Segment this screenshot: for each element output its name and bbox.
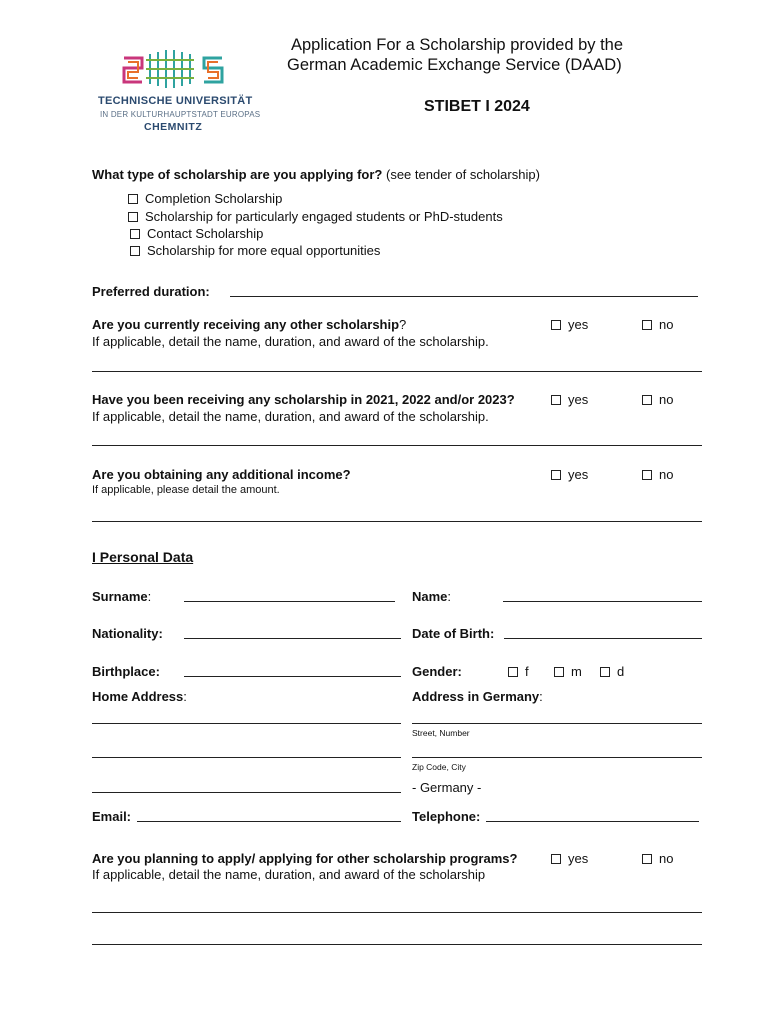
q-programs: Are you planning to apply/ applying for other scholarship programs? <box>92 851 518 866</box>
gender-d[interactable] <box>600 664 624 679</box>
option-engaged-label: Scholarship for particularly engaged students or PhD-students <box>145 209 503 224</box>
q-other-label: Are you currently receiving any other scholarship <box>92 317 400 332</box>
gender-f[interactable] <box>508 664 529 679</box>
checkbox-completion[interactable] <box>128 194 138 204</box>
q-past-yes-label: yes <box>568 392 589 407</box>
surname-field[interactable] <box>184 601 395 602</box>
q-income-answer-line[interactable] <box>92 521 702 522</box>
q-programs-no-label: no <box>659 851 674 866</box>
scholarship-type-question <box>92 167 540 182</box>
q-programs-no[interactable] <box>642 851 673 866</box>
q-other-no[interactable] <box>642 317 673 332</box>
q-other-yes-label: yes <box>568 317 589 332</box>
q-past-detail: If applicable, detail the name, duration, and award of the scholarship. <box>92 409 489 424</box>
checkbox-gender-m[interactable] <box>554 667 564 677</box>
checkbox-engaged[interactable] <box>128 212 138 222</box>
checkbox-other-yes[interactable] <box>551 320 561 330</box>
home-address-text: Home Address <box>92 689 184 704</box>
nationality-field[interactable] <box>184 638 401 639</box>
logo-text-city: CHEMNITZ <box>144 121 203 133</box>
dob-field[interactable] <box>504 638 702 639</box>
logo-text-tagline: IN DER KULTURHAUPTSTADT EUROPAS <box>100 110 261 119</box>
q-income-no-label: no <box>659 467 674 482</box>
gender-d-label: d <box>617 664 625 679</box>
surname-label <box>92 589 151 604</box>
logo-text-university: TECHNISCHE UNIVERSITÄT <box>98 95 253 107</box>
logo-mark-icon <box>120 44 230 92</box>
nationality-label: Nationality: <box>92 626 163 641</box>
checkbox-gender-f[interactable] <box>508 667 518 677</box>
home-address-line-2[interactable] <box>92 757 401 758</box>
checkbox-other-no[interactable] <box>642 320 652 330</box>
option-completion-label: Completion Scholarship <box>145 191 283 206</box>
q-other-yes[interactable] <box>551 317 588 332</box>
home-address-line-1[interactable] <box>92 723 401 724</box>
checkbox-past-yes[interactable] <box>551 395 561 405</box>
street-number-hint: Street, Number <box>412 728 470 738</box>
option-equal[interactable] <box>130 243 380 258</box>
surname-colon: : <box>147 589 152 604</box>
checkbox-past-no[interactable] <box>642 395 652 405</box>
option-equal-label: Scholarship for more equal opportunities <box>147 243 381 258</box>
q-programs-answer-line-1[interactable] <box>92 912 702 913</box>
zip-city-hint: Zip Code, City <box>412 762 466 772</box>
q-past-no-label: no <box>659 392 674 407</box>
home-address-colon: : <box>183 689 187 704</box>
option-completion[interactable] <box>128 191 282 206</box>
birthplace-field[interactable] <box>184 676 401 677</box>
gender-label: Gender: <box>412 664 462 679</box>
checkbox-contact[interactable] <box>130 229 140 239</box>
gender-m-label: m <box>571 664 582 679</box>
address-germany-label <box>412 689 543 704</box>
q-other-qmark: ? <box>399 317 407 332</box>
option-engaged[interactable] <box>128 209 503 224</box>
birthplace-label: Birthplace: <box>92 664 160 679</box>
q-other-detail: If applicable, detail the name, duration, and award of the scholarship. <box>92 334 489 349</box>
name-field[interactable] <box>503 601 702 602</box>
q-income: Are you obtaining any additional income? <box>92 467 351 482</box>
telephone-field[interactable] <box>486 821 699 822</box>
surname-label-text: Surname <box>92 589 148 604</box>
preferred-duration-label: Preferred duration: <box>92 284 210 299</box>
q-past-yes[interactable] <box>551 392 588 407</box>
scholarship-type-hint: (see tender of scholarship) <box>382 167 540 182</box>
home-address-label <box>92 689 187 704</box>
q-past-answer-line[interactable] <box>92 445 702 446</box>
q-income-detail: If applicable, please detail the amount. <box>92 484 280 496</box>
name-label-text: Name <box>412 589 448 604</box>
checkbox-programs-no[interactable] <box>642 854 652 864</box>
q-programs-yes[interactable] <box>551 851 588 866</box>
checkbox-income-no[interactable] <box>642 470 652 480</box>
q-income-no[interactable] <box>642 467 673 482</box>
name-colon: : <box>447 589 452 604</box>
title-line-1: Application For a Scholarship provided by the <box>291 36 624 54</box>
address-germany-text: Address in Germany <box>412 689 540 704</box>
gender-m[interactable] <box>554 664 582 679</box>
q-other-answer-line[interactable] <box>92 371 702 372</box>
checkbox-income-yes[interactable] <box>551 470 561 480</box>
email-label: Email: <box>92 809 132 824</box>
q-past-no[interactable] <box>642 392 673 407</box>
q-income-yes[interactable] <box>551 467 588 482</box>
preferred-duration-field[interactable] <box>230 296 698 297</box>
q-programs-detail: If applicable, detail the name, duration, and award of the scholarship <box>92 867 486 882</box>
q-other-scholarship <box>92 317 406 332</box>
option-contact[interactable] <box>130 226 263 241</box>
dob-label: Date of Birth: <box>412 626 495 641</box>
scholarship-type-label: What type of scholarship are you applying for? <box>92 167 383 182</box>
q-other-no-label: no <box>659 317 674 332</box>
germany-country: - Germany - <box>412 780 482 795</box>
q-income-yes-label: yes <box>568 467 589 482</box>
germany-street-field[interactable] <box>412 723 702 724</box>
q-programs-yes-label: yes <box>568 851 589 866</box>
checkbox-gender-d[interactable] <box>600 667 610 677</box>
title-line-2: German Academic Exchange Service (DAAD) <box>287 56 622 74</box>
university-logo <box>92 44 261 136</box>
name-label <box>412 589 451 604</box>
checkbox-equal[interactable] <box>130 246 140 256</box>
option-contact-label: Contact Scholarship <box>147 226 264 241</box>
page-subtitle: STIBET I 2024 <box>424 98 530 115</box>
section-heading-personal: I Personal Data <box>92 549 194 565</box>
germany-zip-field[interactable] <box>412 757 702 758</box>
telephone-label: Telephone: <box>412 809 481 824</box>
q-past-scholarship: Have you been receiving any scholarship in 2021, 2022 and/or 2023? <box>92 392 515 407</box>
home-address-line-3[interactable] <box>92 792 401 793</box>
address-germany-colon: : <box>539 689 543 704</box>
checkbox-programs-yes[interactable] <box>551 854 561 864</box>
gender-f-label: f <box>525 664 529 679</box>
email-field[interactable] <box>137 821 401 822</box>
q-programs-answer-line-2[interactable] <box>92 944 702 945</box>
